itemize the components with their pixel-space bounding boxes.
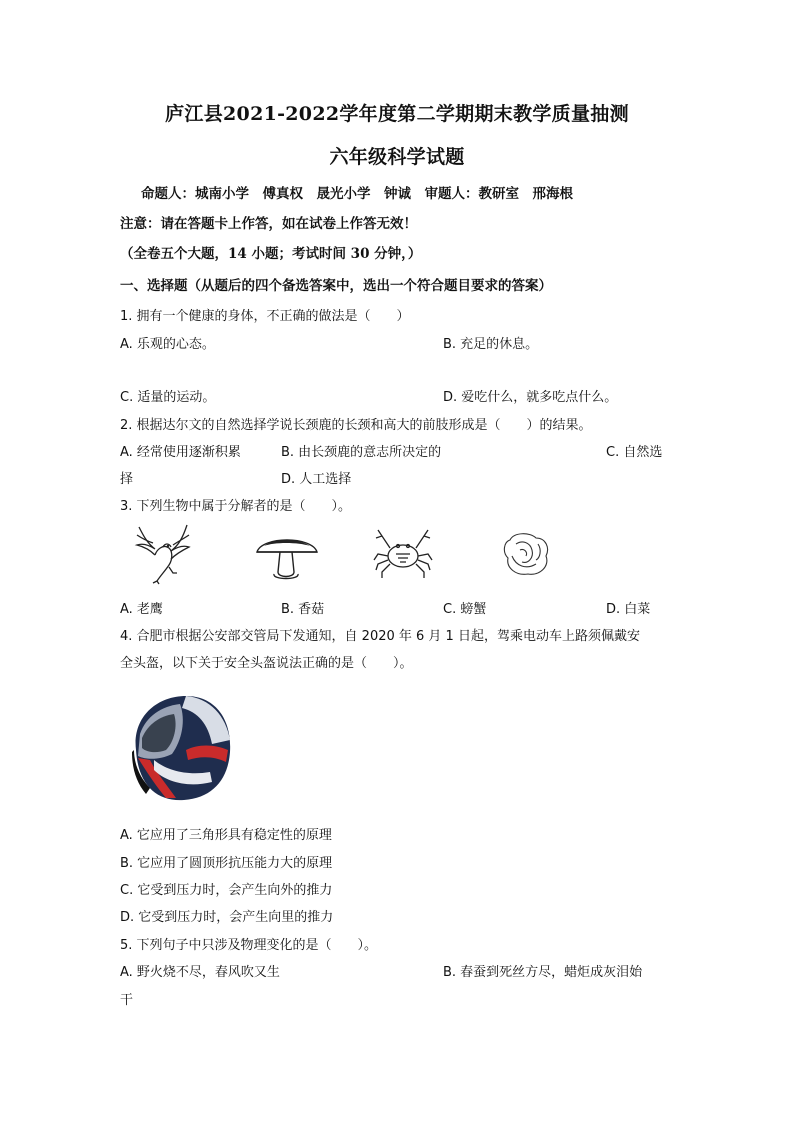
crab-icon [372, 524, 434, 582]
q1-option-b: B. 充足的休息。 [443, 337, 539, 352]
q5-stem: 5. 下列句子中只涉及物理变化的是（ ）。 [120, 938, 378, 953]
q5-option-b: B. 春蚕到死丝方尽，蜡炬成灰泪始 [443, 965, 643, 980]
q3-option-b: B. 香菇 [281, 602, 325, 617]
q3-stem: 3. 下列生物中属于分解者的是（ ）。 [120, 499, 352, 514]
cabbage-icon [500, 530, 552, 578]
q2-option-b: B. 由长颈鹿的意志所决定的 [281, 445, 442, 460]
q1-option-a: A. 乐观的心态。 [120, 337, 215, 352]
helmet-image [126, 690, 236, 810]
q2-option-c: C. 自然选 [606, 445, 663, 460]
authors-line: 命题人：城南小学 傅真权 晟光小学 钟诚 审题人：教研室 邢海根 [141, 186, 573, 202]
q3-option-d: D. 白菜 [606, 602, 651, 617]
exam-title: 庐江县2021-2022学年度第二学期期末教学质量抽测 [165, 103, 629, 125]
q4-option-b: B. 它应用了圆顶形抗压能力大的原理 [120, 856, 333, 871]
q2-stem: 2. 根据达尔文的自然选择学说长颈鹿的长颈和高大的前肢形成是（ ）的结果。 [120, 418, 592, 433]
q3-option-c: C. 螃蟹 [443, 602, 487, 617]
q4-stem-line2: 全头盔，以下关于安全头盔说法正确的是（ ）。 [120, 656, 413, 671]
q3-option-a: A. 老鹰 [120, 602, 163, 617]
q1-option-c: C. 适量的运动。 [120, 390, 216, 405]
exam-subtitle: 六年级科学试题 [329, 146, 465, 168]
mushroom-icon [254, 530, 320, 582]
q2-option-d: D. 人工选择 [281, 472, 352, 487]
notice-line: 注意：请在答题卡上作答，如在试卷上作答无效！ [120, 216, 417, 232]
exam-info-line: （全卷五个大题，14 小题；考试时间 30 分钟，） [120, 246, 422, 262]
q4-stem-line1: 4. 合肥市根据公安部交管局下发通知，自 2020 年 6 月 1 日起，驾乘电动车上路须佩戴安 [120, 629, 640, 644]
q4-option-d: D. 它受到压力时，会产生向里的推力 [120, 910, 334, 925]
q5-option-a: A. 野火烧不尽，春风吹又生 [120, 965, 280, 980]
q2-option-c-continued: 择 [120, 472, 134, 487]
section-heading: 一、选择题（从题后的四个备选答案中，选出一个符合题目要求的答案） [120, 278, 552, 294]
q4-option-a: A. 它应用了三角形具有稳定性的原理 [120, 828, 332, 843]
q1-option-d: D. 爱吃什么，就多吃点什么。 [443, 390, 618, 405]
eagle-icon [133, 523, 193, 585]
q1-stem: 1. 拥有一个健康的身体，不正确的做法是（ ） [120, 309, 410, 324]
q5-option-b-continued: 干 [120, 993, 134, 1008]
q4-option-c: C. 它受到压力时，会产生向外的推力 [120, 883, 333, 898]
q2-option-a: A. 经常使用逐渐积累 [120, 445, 241, 460]
